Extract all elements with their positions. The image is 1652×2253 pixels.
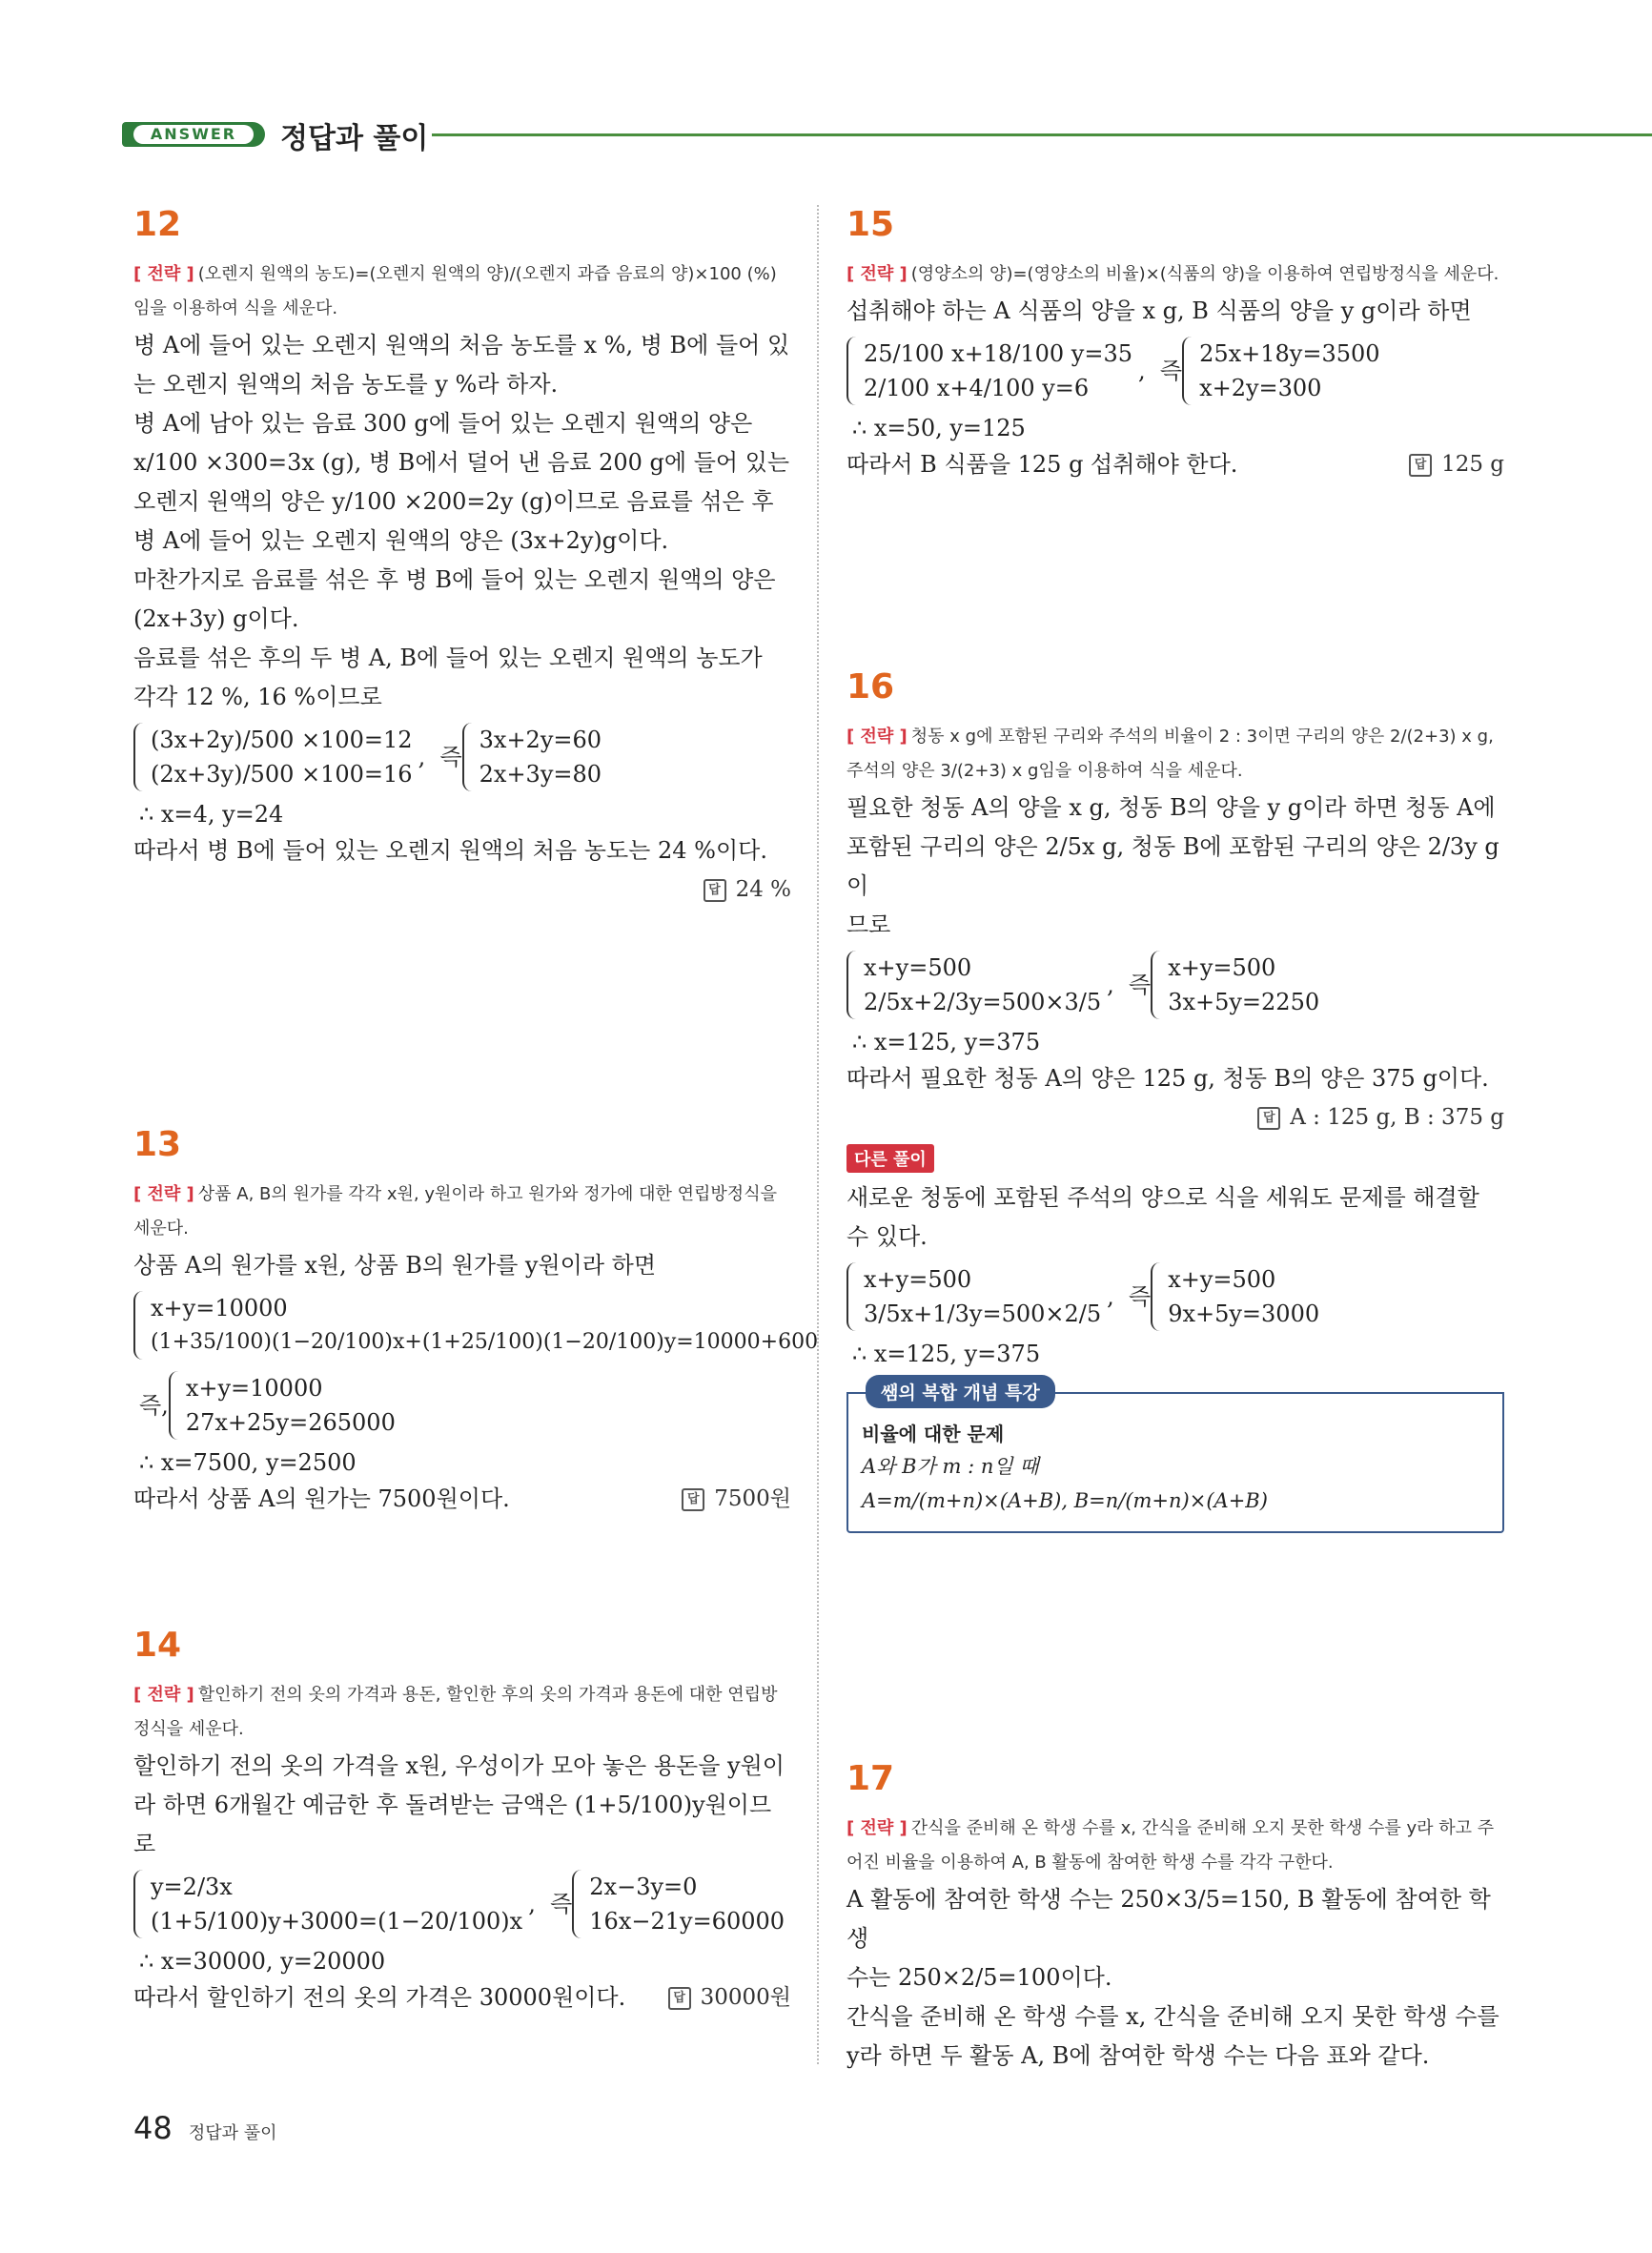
equation: (1+35/100)(1−20/100)x+(1+25/100)(1−20/100)y=10000+600 xyxy=(151,1330,819,1354)
equation: x+y=500 xyxy=(1168,954,1276,981)
concept-formula: A=m/(m+n)×(A+B), B=n/(m+n)×(A+B) xyxy=(862,1489,1268,1512)
equation: 16x−21y=60000 xyxy=(589,1908,785,1935)
equation: 3x+5y=2250 xyxy=(1168,989,1320,1015)
solution-line: 병 A에 들어 있는 오렌지 원액의 양은 (3x+2y)g이다. xyxy=(133,527,669,554)
strategy-text: [ 전략 ] (영양소의 양)=(영양소의 비율)×(식품의 양)을 이용하여 연립방정식을 세운다. xyxy=(846,264,1499,284)
concept-title: 비율에 대한 문제 xyxy=(862,1423,1005,1445)
answer-icon: 답 xyxy=(682,1488,704,1511)
conclusion: 따라서 할인하기 전의 옷의 가격은 30000원이다. xyxy=(133,1984,626,2011)
problem-number: 13 xyxy=(133,1125,182,1164)
strategy-text: [ 전략 ] 간식을 준비해 온 학생 수를 x, 간식을 준비해 오지 못한 학생 수를 y라 하고 주어진 비율을 이용하여 A, B 활동에 참여한 학생 수를 각각 구한다. xyxy=(846,1818,1495,1873)
solution-line: 새로운 청동에 포함된 주석의 양으로 식을 세워도 문제를 해결할 수 있다. xyxy=(846,1184,1479,1250)
concept-label: 쌤의 복합 개념 특강 xyxy=(866,1375,1055,1408)
conclusion: 따라서 병 B에 들어 있는 오렌지 원액의 처음 농도는 24 %이다. xyxy=(133,837,767,864)
equation: x+y=500 xyxy=(864,954,972,981)
problem-number: 17 xyxy=(846,1759,895,1798)
equation: (1+5/100)y+3000=(1−20/100)x xyxy=(151,1908,523,1935)
problem-16 xyxy=(846,667,1504,1533)
problem-14 xyxy=(133,1626,791,2017)
therefore-line: ∴ x=30000, y=20000 xyxy=(139,1948,386,1975)
solution-line: 음료를 섞은 후의 두 병 A, B에 들어 있는 오렌지 원액의 농도가 각각 12 %, 16 %이므로 xyxy=(133,645,763,710)
equation: 2/5x+2/3y=500×3/5 xyxy=(864,989,1102,1015)
equation-system: x+y=500 3/5x+1/3y=500×2/5 , 즉 x+y=500 9x+5y=3000 xyxy=(846,1257,1504,1337)
equation-system xyxy=(133,1291,819,1360)
equation: 3/5x+1/3y=500×2/5 xyxy=(864,1301,1102,1327)
solution-line: 필요한 청동 A의 양을 x g, 청동 B의 양을 y g이라 하면 청동 A에 xyxy=(846,794,1496,821)
answer: 답 125 g xyxy=(1409,445,1504,484)
problem-number: 12 xyxy=(133,205,182,244)
concept-line: A와 B가 m : n일 때 xyxy=(862,1455,1039,1478)
solution-line: 병 A에 남아 있는 음료 300 g에 들어 있는 오렌지 원액의 양은 xyxy=(133,410,753,437)
footer-title: 정답과 풀이 xyxy=(188,2123,277,2143)
equation: 25x+18y=3500 xyxy=(1199,340,1380,367)
conclusion-row xyxy=(846,445,1504,484)
answer-icon: 답 xyxy=(704,879,726,902)
problem-17 xyxy=(846,1759,1504,2076)
strategy-text: [ 전략 ] (오렌지 원액의 농도)=(오렌지 원액의 양)/(오렌지 과즙 음료의 양)×100 (%)임을 이용하여 식을 세운다. xyxy=(133,264,777,318)
solution-line: 간식을 준비해 온 학생 수를 x, 간식을 준비해 오지 못한 학생 수를 xyxy=(846,2003,1499,2030)
answer: 답 30000원 xyxy=(668,1978,791,2017)
equation: 9x+5y=3000 xyxy=(1168,1301,1320,1327)
answer-icon: 답 xyxy=(1257,1107,1280,1130)
therefore-line: ∴ x=50, y=125 xyxy=(852,415,1026,441)
solution-line: 오렌지 원액의 양은 y/100 ×200=2y (g)이므로 음료를 섞은 후 xyxy=(133,488,774,515)
problem-number: 16 xyxy=(846,667,895,707)
column-divider xyxy=(817,205,819,2064)
conclusion: 따라서 B 식품을 125 g 섭취해야 한다. xyxy=(846,451,1238,478)
solution-line: A 활동에 참여한 학생 수는 250×3/5=150, B 활동에 참여한 학생 xyxy=(846,1886,1491,1952)
solution-line: 상품 A의 원가를 x원, 상품 B의 원가를 y원이라 하면 xyxy=(133,1252,657,1279)
strategy-text: [ 전략 ] 상품 A, B의 원가를 각각 x원, y원이라 하고 원가와 정가에 대한 연립방정식을 세운다. xyxy=(133,1184,777,1239)
answer-icon: 답 xyxy=(1409,454,1432,477)
strategy-text: [ 전략 ] 청동 x g에 포함된 구리와 주석의 비율이 2 : 3이면 구리의 양은 2/(2+3) x g, 주석의 양은 3/(2+3) x g임을 이용하여 식을 세운다. xyxy=(846,727,1494,781)
therefore-line: ∴ x=4, y=24 xyxy=(139,801,284,828)
equation-system: x+y=500 2/5x+2/3y=500×3/5 , 즉 x+y=500 3x+5y=2250 xyxy=(846,945,1504,1025)
solution-line: 포함된 구리의 양은 2/5x g, 청동 B에 포함된 구리의 양은 2/3y g이 xyxy=(846,833,1499,899)
equation-system: y=2/3x (1+5/100)y+3000=(1−20/100)x , 즉 2x−3y=0 16x−21y=60000 xyxy=(133,1864,791,1944)
conclusion-row xyxy=(133,1480,791,1519)
answer: 답 24 % xyxy=(133,870,791,909)
equation: x+2y=300 xyxy=(1199,375,1322,401)
equation: x+y=500 xyxy=(864,1266,972,1293)
conclusion: 따라서 필요한 청동 A의 양은 125 g, 청동 B의 양은 375 g이다. xyxy=(846,1065,1489,1092)
problem-number: 15 xyxy=(846,205,895,244)
problem-15 xyxy=(846,205,1504,484)
solution-line: 마찬가지로 음료를 섞은 후 병 B에 들어 있는 오렌지 원액의 양은 (2x+3y) g이다. xyxy=(133,566,776,632)
header-rule xyxy=(432,133,1652,136)
solution-line: 섭취해야 하는 A 식품의 양을 x g, B 식품의 양을 y g이라 하면 xyxy=(846,297,1472,324)
solution-line: x/100 ×300=3x (g), 병 B에서 덜어 낸 음료 200 g에 들어 있는 xyxy=(133,449,790,476)
equation: x+y=10000 xyxy=(151,1295,288,1321)
problem-12 xyxy=(133,205,791,909)
page-number: 48 xyxy=(133,2110,173,2146)
strategy-text: [ 전략 ] 할인하기 전의 옷의 가격과 용돈, 할인한 후의 옷의 가격과 용돈에 대한 연립방정식을 세운다. xyxy=(133,1685,778,1739)
answer-icon: 답 xyxy=(668,1987,691,2010)
equation: 3x+2y=60 xyxy=(479,727,602,753)
equation: 25/100 x+18/100 y=35 xyxy=(864,340,1132,367)
equation-system: (3x+2y)/500 ×100=12 (2x+3y)/500 ×100=16 , 즉 3x+2y=60 2x+3y=80 xyxy=(133,717,791,797)
alt-solution-tag: 다른 풀이 xyxy=(846,1144,934,1173)
concept-box xyxy=(846,1383,1504,1533)
solution-line: 할인하기 전의 옷의 가격을 x원, 우성이가 모아 놓은 용돈을 y원이 xyxy=(133,1752,785,1779)
equation-system: 즉, x+y=10000 27x+25y=265000 xyxy=(133,1365,791,1445)
equation: x+y=10000 xyxy=(185,1375,323,1402)
equation: 2x−3y=0 xyxy=(589,1874,698,1900)
equation: 27x+25y=265000 xyxy=(185,1409,396,1436)
equation: y=2/3x xyxy=(151,1874,233,1900)
solution-line: 라 하면 6개월간 예금한 후 돌려받는 금액은 (1+5/100)y원이므로 xyxy=(133,1792,772,1857)
problem-13 xyxy=(133,1125,819,1519)
solution-line: 수는 250×2/5=100이다. xyxy=(846,1964,1112,1991)
therefore-line: ∴ x=7500, y=2500 xyxy=(139,1449,357,1476)
therefore-line: ∴ x=125, y=375 xyxy=(852,1341,1041,1367)
solution-line: y라 하면 두 활동 A, B에 참여한 학생 수는 다음 표와 같다. xyxy=(846,2042,1430,2069)
page-footer xyxy=(133,2110,276,2146)
equation-system: 25/100 x+18/100 y=35 2/100 x+4/100 y=6 , 즉 25x+18y=3500 x+2y=300 xyxy=(846,331,1504,411)
equation: (2x+3y)/500 ×100=16 xyxy=(151,761,413,788)
conclusion: 따라서 상품 A의 원가는 7500원이다. xyxy=(133,1485,510,1512)
answer-badge: ANSWER xyxy=(122,122,265,147)
solution-line: 므로 xyxy=(846,911,891,938)
answer: 답 A : 125 g, B : 375 g xyxy=(846,1098,1504,1137)
equation: 2x+3y=80 xyxy=(479,761,602,788)
equation: 2/100 x+4/100 y=6 xyxy=(864,375,1090,401)
therefore-line: ∴ x=125, y=375 xyxy=(852,1029,1041,1055)
header-title: 정답과 풀이 xyxy=(280,122,429,155)
equation: x+y=500 xyxy=(1168,1266,1276,1293)
answer: 답 7500원 xyxy=(682,1480,791,1519)
equation: (3x+2y)/500 ×100=12 xyxy=(151,727,413,753)
conclusion-row xyxy=(133,1978,791,2017)
problem-number: 14 xyxy=(133,1626,182,1665)
page-header xyxy=(122,114,1652,153)
solution-line: 병 A에 들어 있는 오렌지 원액의 처음 농도를 x %, 병 B에 들어 있는 오렌지 원액의 처음 농도를 y %라 하자. xyxy=(133,332,790,398)
